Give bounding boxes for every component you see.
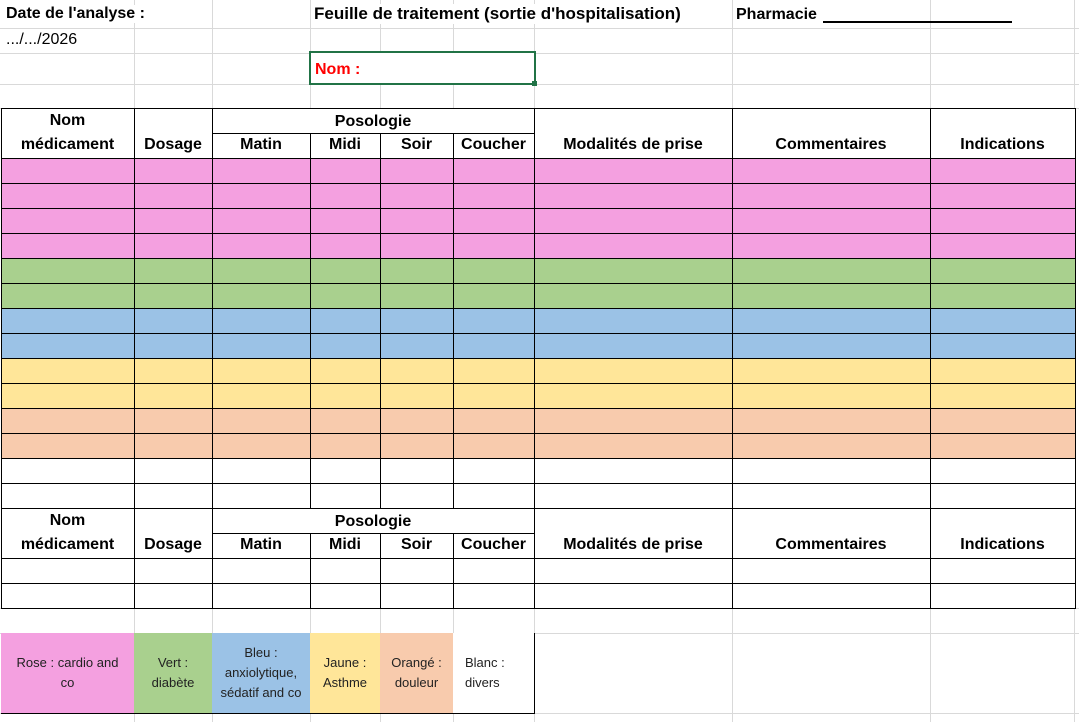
border-line	[1, 508, 2, 609]
legend-bleu-line1: Bleu :	[244, 645, 278, 660]
legend-rose-line2: co	[60, 675, 75, 690]
border-line	[1, 333, 1076, 334]
border-line	[1075, 508, 1076, 609]
border-line	[212, 533, 535, 534]
border-line	[453, 133, 454, 509]
border-line	[1, 358, 1076, 359]
gridline	[0, 53, 1079, 54]
border-line	[1, 383, 1076, 384]
legend-orange	[380, 633, 453, 713]
border-line	[1, 158, 1076, 159]
table-row[interactable]	[1, 183, 1075, 208]
border-line	[930, 508, 931, 609]
table-row[interactable]	[1, 208, 1075, 233]
col-header-nom-line1: Nom	[49, 512, 86, 529]
col-header-dosage: Dosage	[144, 536, 202, 553]
border-line	[1, 408, 1076, 409]
gridline	[0, 84, 1079, 85]
border-line	[380, 133, 381, 509]
border-line	[212, 508, 213, 609]
col-header-indications: Indications	[960, 536, 1045, 553]
border-line	[453, 533, 454, 609]
legend-jaune-line1: Jaune :	[323, 655, 367, 670]
table-row[interactable]	[1, 483, 1075, 508]
legend-bleu	[212, 633, 310, 713]
col-header-coucher: Coucher	[461, 536, 526, 553]
legend-blanc-line1: Blanc :	[465, 655, 505, 670]
border-line	[534, 633, 535, 714]
legend-rose-line1: Rose : cardio and	[16, 655, 119, 670]
legend-bleu-line2: anxiolytique,	[224, 665, 298, 680]
col-header-midi: Midi	[329, 536, 361, 553]
border-line	[1, 608, 1076, 609]
name-field[interactable]	[309, 51, 536, 85]
legend-vert-line1: Vert :	[157, 655, 189, 670]
border-line	[310, 133, 311, 509]
col-header-commentaires: Commentaires	[775, 536, 887, 553]
border-line	[1, 583, 1076, 584]
legend-blanc-line2: divers	[465, 675, 500, 690]
table-row[interactable]	[1, 458, 1075, 483]
table-row[interactable]	[1, 333, 1075, 358]
table-row[interactable]	[1, 558, 1075, 583]
border-line	[1, 308, 1076, 309]
pharmacy-label: Pharmacie	[736, 6, 817, 23]
border-line	[380, 533, 381, 609]
name-label: Nom :	[315, 61, 361, 78]
col-header-commentaires: Commentaires	[775, 136, 887, 153]
border-line	[212, 133, 535, 134]
border-line	[534, 108, 535, 509]
border-line	[1, 258, 1076, 259]
legend-orange-line2: douleur	[394, 675, 439, 690]
col-header-nom-line2: médicament	[20, 136, 115, 153]
border-line	[732, 108, 733, 509]
col-header-nom-line1: Nom	[49, 112, 86, 129]
table-row[interactable]	[1, 233, 1075, 258]
border-line	[1, 233, 1076, 234]
pharmacy-underline	[823, 21, 1012, 23]
col-header-posologie: Posologie	[334, 113, 412, 130]
border-line	[1, 458, 1076, 459]
col-header-coucher: Coucher	[461, 136, 526, 153]
legend-blanc	[453, 633, 534, 713]
col-header-nom	[1, 508, 134, 558]
table-row[interactable]	[1, 158, 1075, 183]
gridline	[0, 28, 1079, 29]
col-header-posologie: Posologie	[334, 513, 412, 530]
date-value[interactable]: .../.../2026	[6, 31, 81, 49]
border-line	[310, 533, 311, 609]
border-line	[1, 508, 1076, 509]
col-header-dosage: Dosage	[144, 136, 202, 153]
col-header-midi: Midi	[329, 136, 361, 153]
border-line	[1, 433, 1076, 434]
col-header-matin: Matin	[240, 136, 282, 153]
border-line	[732, 508, 733, 609]
border-line	[1, 108, 2, 509]
legend-rose	[1, 633, 134, 713]
date-label: Date de l'analyse :	[6, 5, 151, 23]
col-header-soir: Soir	[400, 536, 433, 553]
table-row[interactable]	[1, 283, 1075, 308]
border-line	[134, 508, 135, 609]
legend-orange-line1: Orangé :	[391, 655, 442, 670]
col-header-soir: Soir	[400, 136, 433, 153]
table-row[interactable]	[1, 583, 1075, 608]
fill-handle[interactable]	[532, 81, 537, 86]
border-line	[1, 183, 1076, 184]
border-line	[534, 508, 535, 609]
col-header-nom	[1, 108, 134, 158]
border-line	[930, 108, 931, 509]
table-row[interactable]	[1, 433, 1075, 458]
legend-jaune-line2: Asthme	[322, 675, 368, 690]
table-row[interactable]	[1, 358, 1075, 383]
table-row[interactable]	[1, 383, 1075, 408]
border-line	[1, 108, 1076, 109]
table-row[interactable]	[1, 308, 1075, 333]
col-header-nom-line2: médicament	[20, 536, 115, 553]
page-title: Feuille de traitement (sortie d'hospitalisation)	[314, 4, 681, 23]
border-line	[1, 483, 1076, 484]
border-line	[1, 558, 1076, 559]
border-line	[134, 108, 135, 509]
border-line	[1075, 108, 1076, 509]
col-header-modalites: Modalités de prise	[563, 536, 703, 553]
table-row[interactable]	[1, 258, 1075, 283]
legend-jaune	[310, 633, 380, 713]
col-header-indications: Indications	[960, 136, 1045, 153]
border-line	[212, 108, 213, 509]
legend-vert-line2: diabète	[151, 675, 195, 690]
col-header-matin: Matin	[240, 536, 282, 553]
legend-bleu-line3: sédatif and co	[220, 685, 302, 700]
border-line	[1, 208, 1076, 209]
table-row[interactable]	[1, 408, 1075, 433]
legend-vert	[134, 633, 212, 713]
border-line	[1, 713, 535, 714]
border-line	[1, 283, 1076, 284]
col-header-modalites: Modalités de prise	[563, 136, 703, 153]
